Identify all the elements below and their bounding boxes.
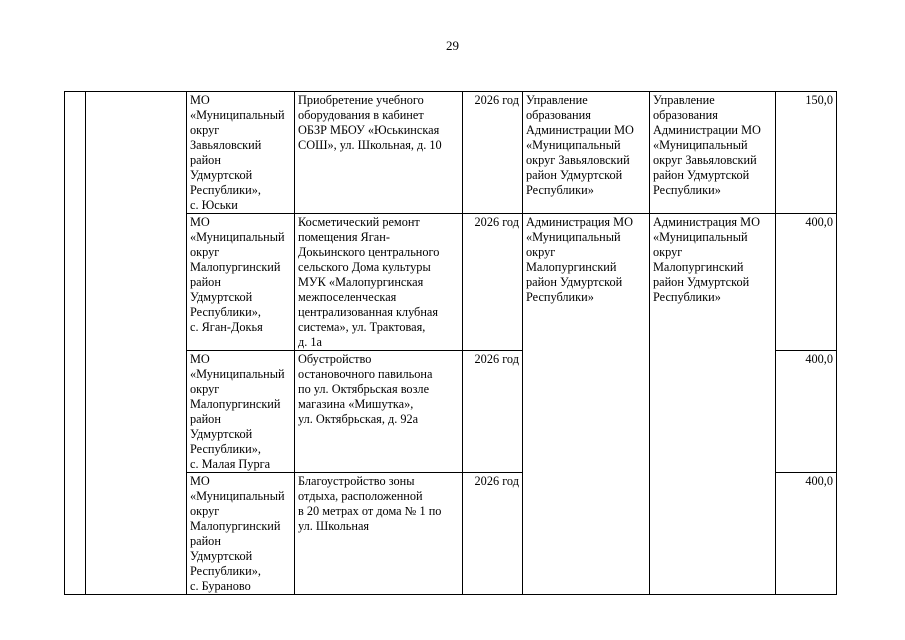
cell-text-line: Управление bbox=[526, 93, 588, 107]
cell-text-line: Республики», bbox=[190, 442, 261, 456]
cell-text-line: с. Бураново bbox=[190, 579, 251, 593]
cell-text-line: система», ул. Трактовая, bbox=[298, 320, 426, 334]
cell-text-line: МО bbox=[190, 474, 210, 488]
cell-text-line: Республики» bbox=[526, 183, 594, 197]
cell-text-line: Благоустройство зоны bbox=[298, 474, 415, 488]
project-name-cell bbox=[295, 214, 463, 351]
cell-text-line: Докьинского центрального bbox=[298, 245, 440, 259]
executor-cell bbox=[523, 92, 650, 214]
cell-text-line: «Муниципальный bbox=[526, 230, 621, 244]
cell-text-line: район bbox=[190, 534, 221, 548]
cell-text-line: «Муниципальный bbox=[190, 230, 285, 244]
sum-cell: 150,0 bbox=[776, 92, 837, 214]
cell-text-line: Малопургинский bbox=[190, 519, 281, 533]
cell-text-line: с. Юськи bbox=[190, 198, 238, 212]
cell-text-line: «Муниципальный bbox=[653, 138, 748, 152]
cell-text-line: образования bbox=[526, 108, 591, 122]
cell-text-line: Удмуртской bbox=[190, 168, 253, 182]
sum-cell: 400,0 bbox=[776, 351, 837, 473]
project-name-cell bbox=[295, 473, 463, 595]
cell-text-line: округ Завьяловский bbox=[526, 153, 630, 167]
year-cell: 2026 год bbox=[463, 351, 523, 473]
municipality-cell bbox=[187, 92, 295, 214]
cell-text-line: район Удмуртской bbox=[653, 168, 750, 182]
cell-text-line: округ bbox=[526, 245, 556, 259]
cell-text-line: Администрация МО bbox=[526, 215, 633, 229]
cell-text-line: район bbox=[190, 412, 221, 426]
cell-text-line: Удмуртской bbox=[190, 427, 253, 441]
sum-cell: 400,0 bbox=[776, 473, 837, 595]
cell-text-line: район Удмуртской bbox=[526, 168, 623, 182]
cell-text-line: с. Малая Пурга bbox=[190, 457, 271, 471]
cell-text-line: МО bbox=[190, 215, 210, 229]
project-name-cell bbox=[295, 92, 463, 214]
cell-text-line: округ bbox=[190, 245, 220, 259]
table-row bbox=[65, 92, 837, 214]
merged-executor-cell bbox=[523, 214, 650, 595]
cell-text-line: Удмуртской bbox=[190, 290, 253, 304]
cell-text-line: «Муниципальный bbox=[526, 138, 621, 152]
cell-text-line: ОБЗР МБОУ «Юськинская bbox=[298, 123, 440, 137]
cell-text-line: ул. Октябрьская, д. 92а bbox=[298, 412, 419, 426]
year-cell: 2026 год bbox=[463, 214, 523, 351]
cell-text-line: Обустройство bbox=[298, 352, 372, 366]
cell-text-line: отдыха, расположенной bbox=[298, 489, 423, 503]
cell-text-line: «Муниципальный bbox=[653, 230, 748, 244]
cell-text-line: район Удмуртской bbox=[526, 275, 623, 289]
cell-text-line: Республики», bbox=[190, 564, 261, 578]
cell-text-line: «Муниципальный bbox=[190, 489, 285, 503]
cell-text-line: образования bbox=[653, 108, 718, 122]
municipality-cell bbox=[187, 214, 295, 351]
page-number: 29 bbox=[446, 38, 459, 53]
cell-text-line: магазина «Мишутка», bbox=[298, 397, 414, 411]
cell-text-line: Республики», bbox=[190, 305, 261, 319]
cell-text-line: МУК «Малопургинская bbox=[298, 275, 424, 289]
cell-text-line: сельского Дома культуры bbox=[298, 260, 431, 274]
year-cell: 2026 год bbox=[463, 92, 523, 214]
cell-text-line: район bbox=[190, 275, 221, 289]
cell-text-line: Приобретение учебного bbox=[298, 93, 424, 107]
cell-text-line: округ bbox=[190, 382, 220, 396]
cell-text-line: Малопургинский bbox=[190, 260, 281, 274]
cell-text-line: округ bbox=[653, 245, 683, 259]
cell-text-line: Республики» bbox=[653, 183, 721, 197]
cell-text-line: в 20 метрах от дома № 1 по bbox=[298, 504, 442, 518]
cell-text-line: помещения Яган- bbox=[298, 230, 390, 244]
cell-text-line: Малопургинский bbox=[190, 397, 281, 411]
projects-table bbox=[64, 91, 837, 595]
cell-text-line: СОШ», ул. Школьная, д. 10 bbox=[298, 138, 442, 152]
cell-text-line: оборудования в кабинет bbox=[298, 108, 424, 122]
cell-text-line: район Удмуртской bbox=[653, 275, 750, 289]
recipient-cell bbox=[650, 92, 776, 214]
cell-text-line: межпоселенческая bbox=[298, 290, 397, 304]
cell-text-line: Республики» bbox=[526, 290, 594, 304]
cell-text-line: Республики», bbox=[190, 183, 261, 197]
number-cell bbox=[65, 92, 86, 595]
cell-text-line: Малопургинский bbox=[653, 260, 744, 274]
project-name-cell bbox=[295, 351, 463, 473]
municipality-cell bbox=[187, 351, 295, 473]
merged-recipient-cell bbox=[650, 214, 776, 595]
cell-text-line: округ bbox=[190, 504, 220, 518]
cell-text-line: ул. Школьная bbox=[298, 519, 370, 533]
cell-text-line: д. 1а bbox=[298, 335, 323, 349]
cell-text-line: Администрации МО bbox=[526, 123, 634, 137]
cell-text-line: округ Завьяловский bbox=[653, 153, 757, 167]
cell-text-line: «Муниципальный bbox=[190, 367, 285, 381]
cell-text-line: с. Яган-Докья bbox=[190, 320, 263, 334]
cell-text-line: Управление bbox=[653, 93, 715, 107]
program-cell bbox=[86, 92, 187, 595]
cell-text-line: Малопургинский bbox=[526, 260, 617, 274]
cell-text-line: централизованная клубная bbox=[298, 305, 439, 319]
cell-text-line: Республики» bbox=[653, 290, 721, 304]
cell-text-line: Завьяловский bbox=[190, 138, 262, 152]
cell-text-line: остановочного павильона bbox=[298, 367, 433, 381]
cell-text-line: МО bbox=[190, 93, 210, 107]
cell-text-line: Косметический ремонт bbox=[298, 215, 420, 229]
sum-cell: 400,0 bbox=[776, 214, 837, 351]
cell-text-line: район bbox=[190, 153, 221, 167]
municipality-cell bbox=[187, 473, 295, 595]
year-cell: 2026 год bbox=[463, 473, 523, 595]
cell-text-line: округ bbox=[190, 123, 220, 137]
cell-text-line: по ул. Октябрьская возле bbox=[298, 382, 430, 396]
cell-text-line: Администрации МО bbox=[653, 123, 761, 137]
cell-text-line: Удмуртской bbox=[190, 549, 253, 563]
cell-text-line: МО bbox=[190, 352, 210, 366]
cell-text-line: Администрация МО bbox=[653, 215, 760, 229]
cell-text-line: «Муниципальный bbox=[190, 108, 285, 122]
